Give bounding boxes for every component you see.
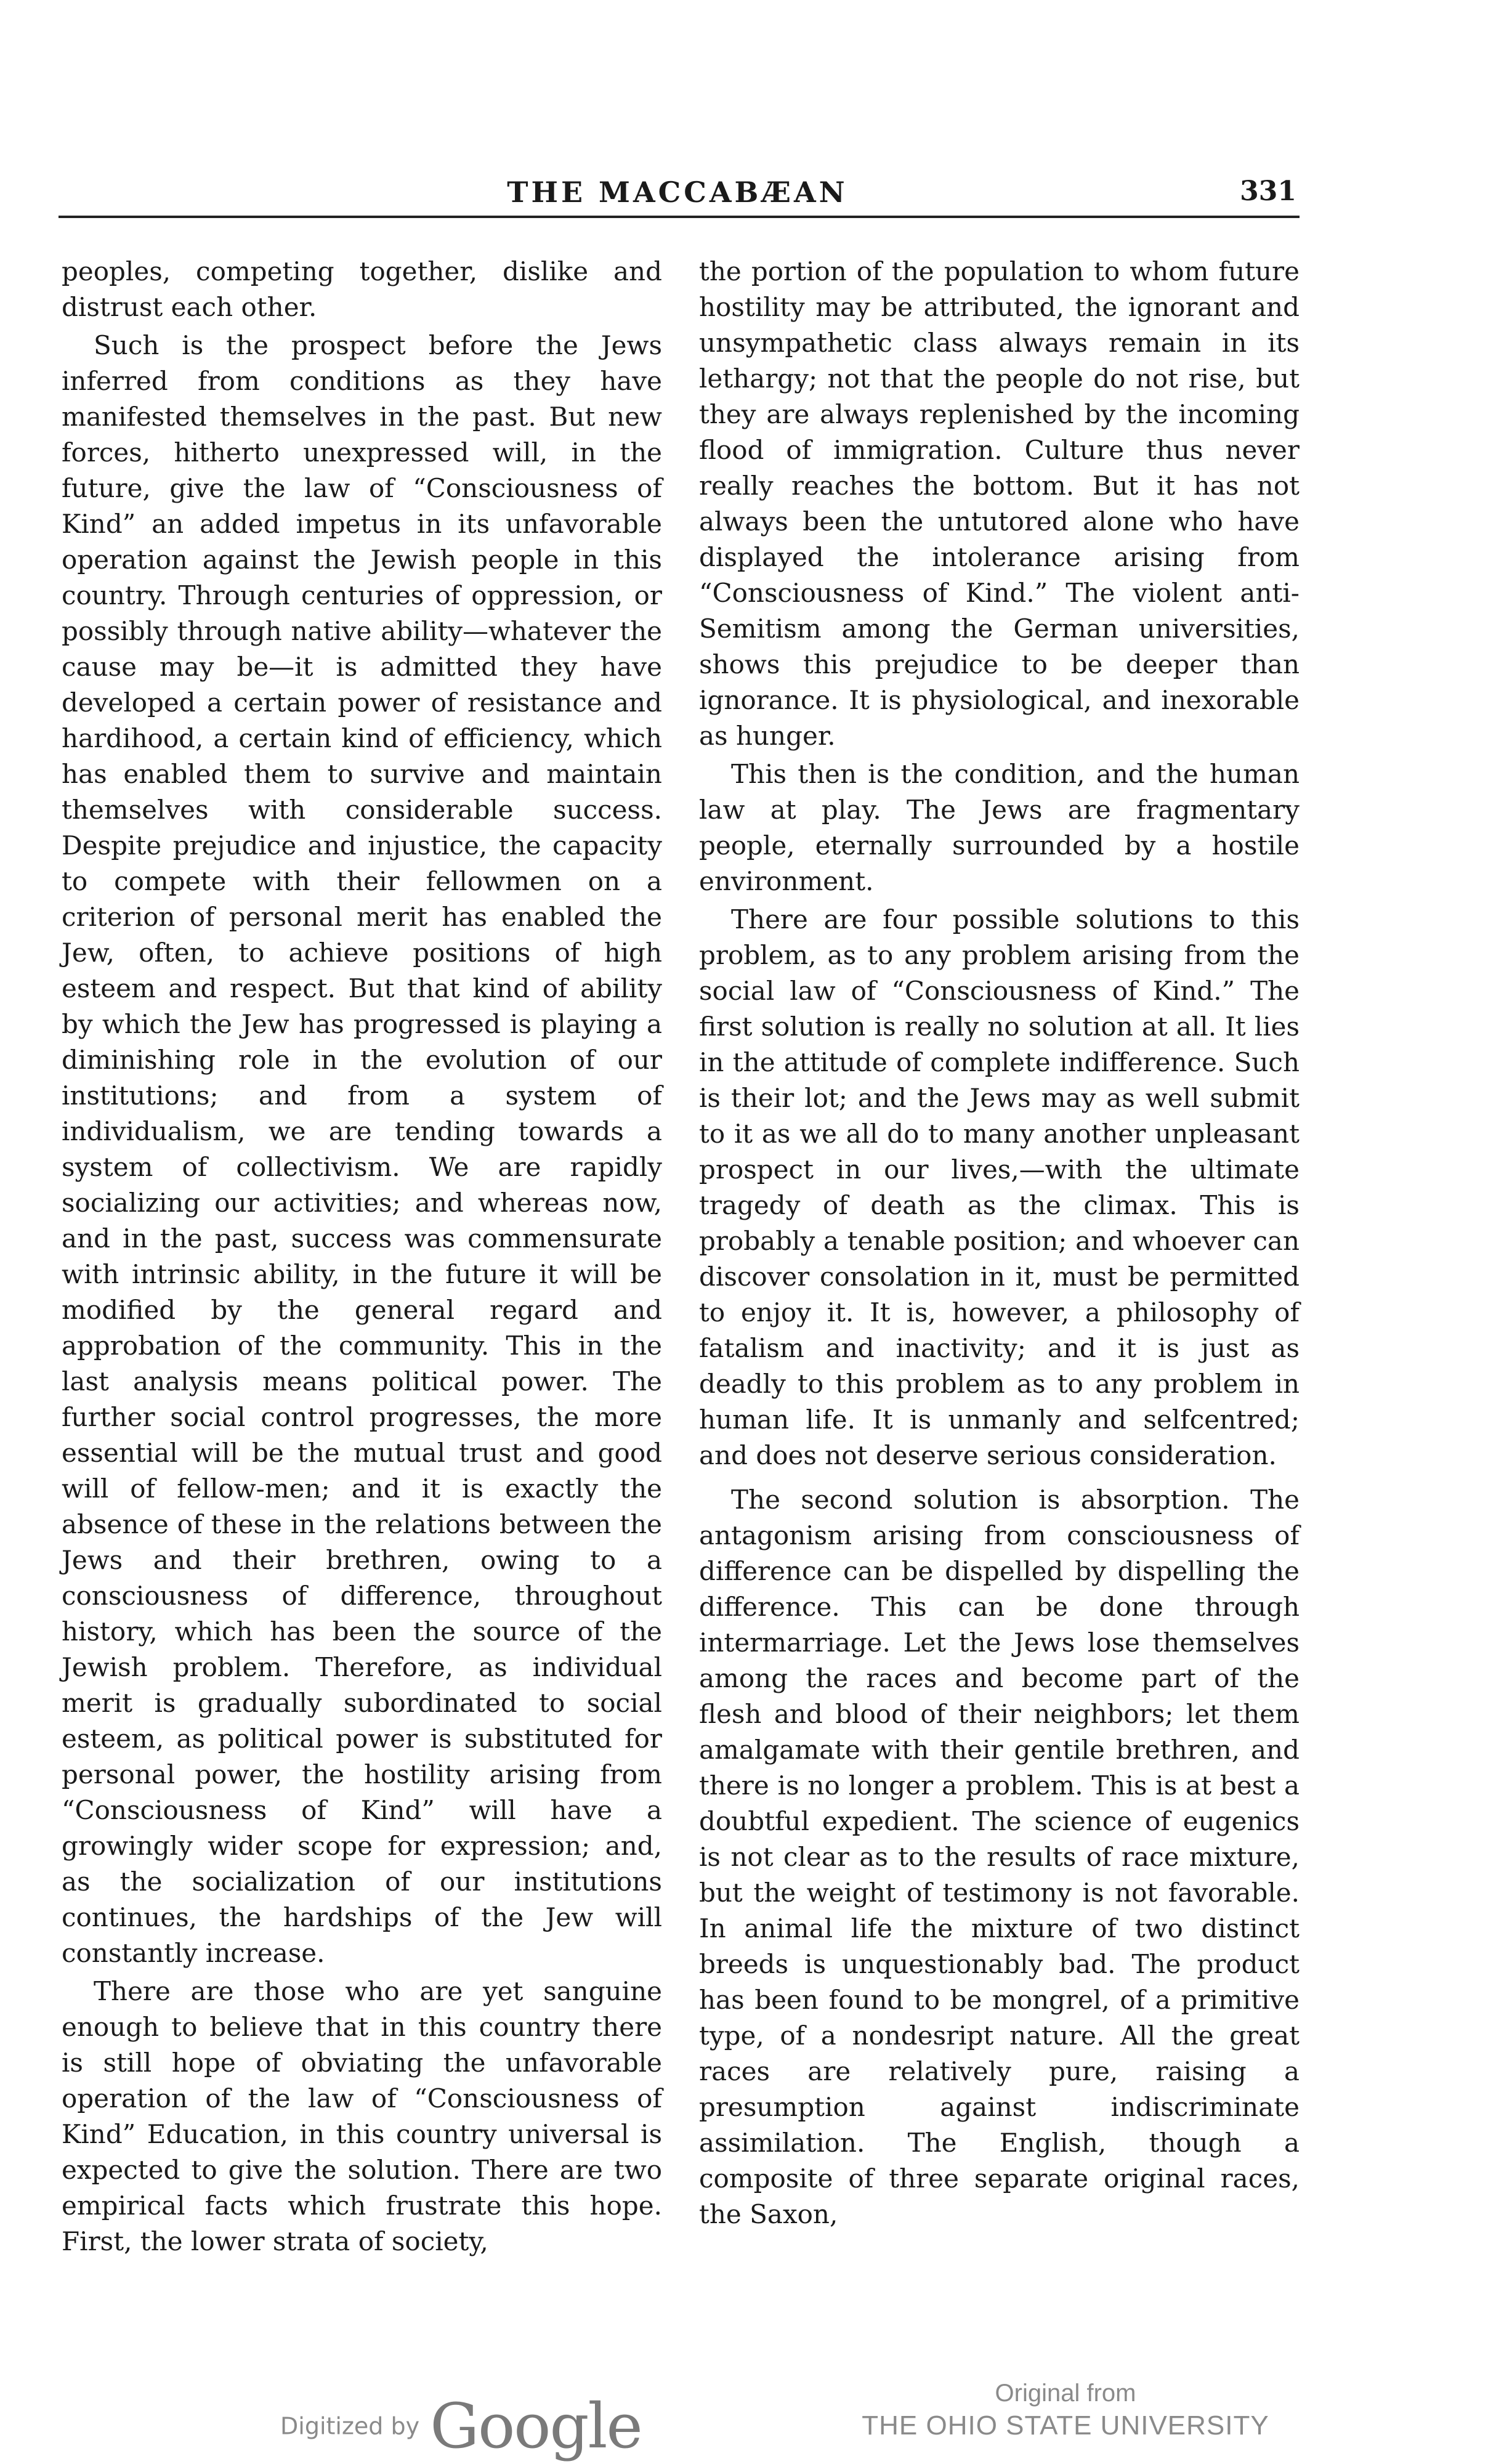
paragraph: Such is the prospect before the Jews inferred from conditions as they have manifested themselves in the past. But new forces, hitherto unexpressed will, in the future, give the law of “Consciousness of Kind” an added impetus in its unfavorable operation against the Jewish people in this country. Through centuries of oppression, or possibly through native ability—whatever the cause may be—it is admitted they have developed a certain power of resistance and hardihood, a certain kind of efficiency, which has enabled them to survive and maintain themselves with considerable success. Despite prejudice and injustice, the capacity to compete with their fellowmen on a criterion of personal merit has enabled the Jew, often, to achieve positions of high esteem and respect. But that kind of ability by which the Jew has progressed is playing a diminishing role in the evolution of our institutions; and from a system of individualism, we are tending towards a system of collectivism. We are rapidly socializing our activities; and whereas now, and in the past, success was commensurate with intrinsic ability, in the future it will be modified by the general regard and approbation of the community. This in the last analysis means political power. The further social control progresses, the more essential will be the mutual trust and good will of fellow-men; and it is exactly the absence of these in the relations between the Jews and their brethren, owing to a consciousness of difference, throughout history, which has been the source of the Jewish problem. Therefore, as individual merit is gradually subordinated to social esteem, as political power is substituted for personal power, the hostility arising from “Consciousness of Kind” will have a growingly wider scope for expression; and, as the socialization of our institutions continues, the hardships of the Jew will constantly increase. — [62, 330, 662, 1968]
google-logo: Google — [430, 2390, 642, 2462]
running-header — [59, 176, 1296, 213]
paragraph: This then is the condition, and the human law at play. The Jews are fragmentary people, eternally surrounded by a hostile environment. — [699, 759, 1300, 896]
original-from-label: Original from — [995, 2380, 1136, 2407]
paragraph: the portion of the population to whom future hostility may be attributed, the ignorant and unsympathetic class always remain in its lethargy; not that the people do not rise, but they are always replenished by the incoming flood of immigration. Culture thus never really reaches the bottom. But it has not always been the untutored alone who have displayed the intolerance arising from “Consciousness of Kind.” The violent anti-Semitism among the German universities, shows this prejudice to be deeper than ignorance. It is physiological, and inexorable as hunger. — [699, 256, 1300, 751]
digitized-by-label: Digitized by — [280, 2412, 420, 2440]
header-rule — [59, 216, 1300, 218]
left-column — [62, 254, 662, 2259]
right-column — [699, 254, 1300, 2232]
paragraph: There are four possible solutions to this problem, as to any problem arising from the social law of “Consciousness of Kind.” The first solution is really no solution at all. It lies in the attitude of complete indifference. Such is their lot; and the Jews may as well submit to it as we all do to many another unpleasant prospect in our lives,—with the ultimate tragedy of death as the climax. This is probably a tenable position; and whoever can discover consolation in it, must be permitted to enjoy it. It is, however, a philosophy of fatalism and inactivity; and it is just as deadly to this problem as to any problem in human life. It is unmanly and selfcentred; and does not deserve serious consideration. — [699, 904, 1300, 1470]
source-attribution — [850, 2378, 1281, 2443]
digitized-by-watermark — [280, 2390, 642, 2462]
paragraph: There are those who are yet sanguine enough to believe that in this country there is still hope of obviating the unfavorable operation of the law of “Consciousness of Kind” Education, in this country universal is expected to give the solution. There are two empirical facts which frustrate this hope. First, the lower strata of society, — [62, 1976, 662, 2256]
page-number: 331 — [1240, 176, 1296, 207]
journal-title: THE MACCABÆAN — [507, 176, 848, 209]
paragraph: The second solution is absorption. The antagonism arising from consciousness of difference can be dispelled by dispelling the difference. This can be done through intermarriage. Let the Jews lose themselves among the races and become part of the flesh and blood of their neighbors; let them amalgamate with their gentile brethren, and there is no longer a problem. This is at best a doubtful expedient. The science of eugenics is not clear as to the results of race mixture, but the weight of testimony is not favorable. In animal life the mixture of two distinct breeds is unquestionably bad. The product has been found to be mongrel, of a primitive type, of a nondesript nature. All the great races are relatively pure, raising a presumption against indiscriminate assimilation. The English, though a composite of three separate original races, the Saxon, — [699, 1485, 1300, 2229]
institution-name: THE OHIO STATE UNIVERSITY — [862, 2410, 1269, 2441]
paragraph: peoples, competing together, dislike and distrust each other. — [62, 256, 662, 322]
